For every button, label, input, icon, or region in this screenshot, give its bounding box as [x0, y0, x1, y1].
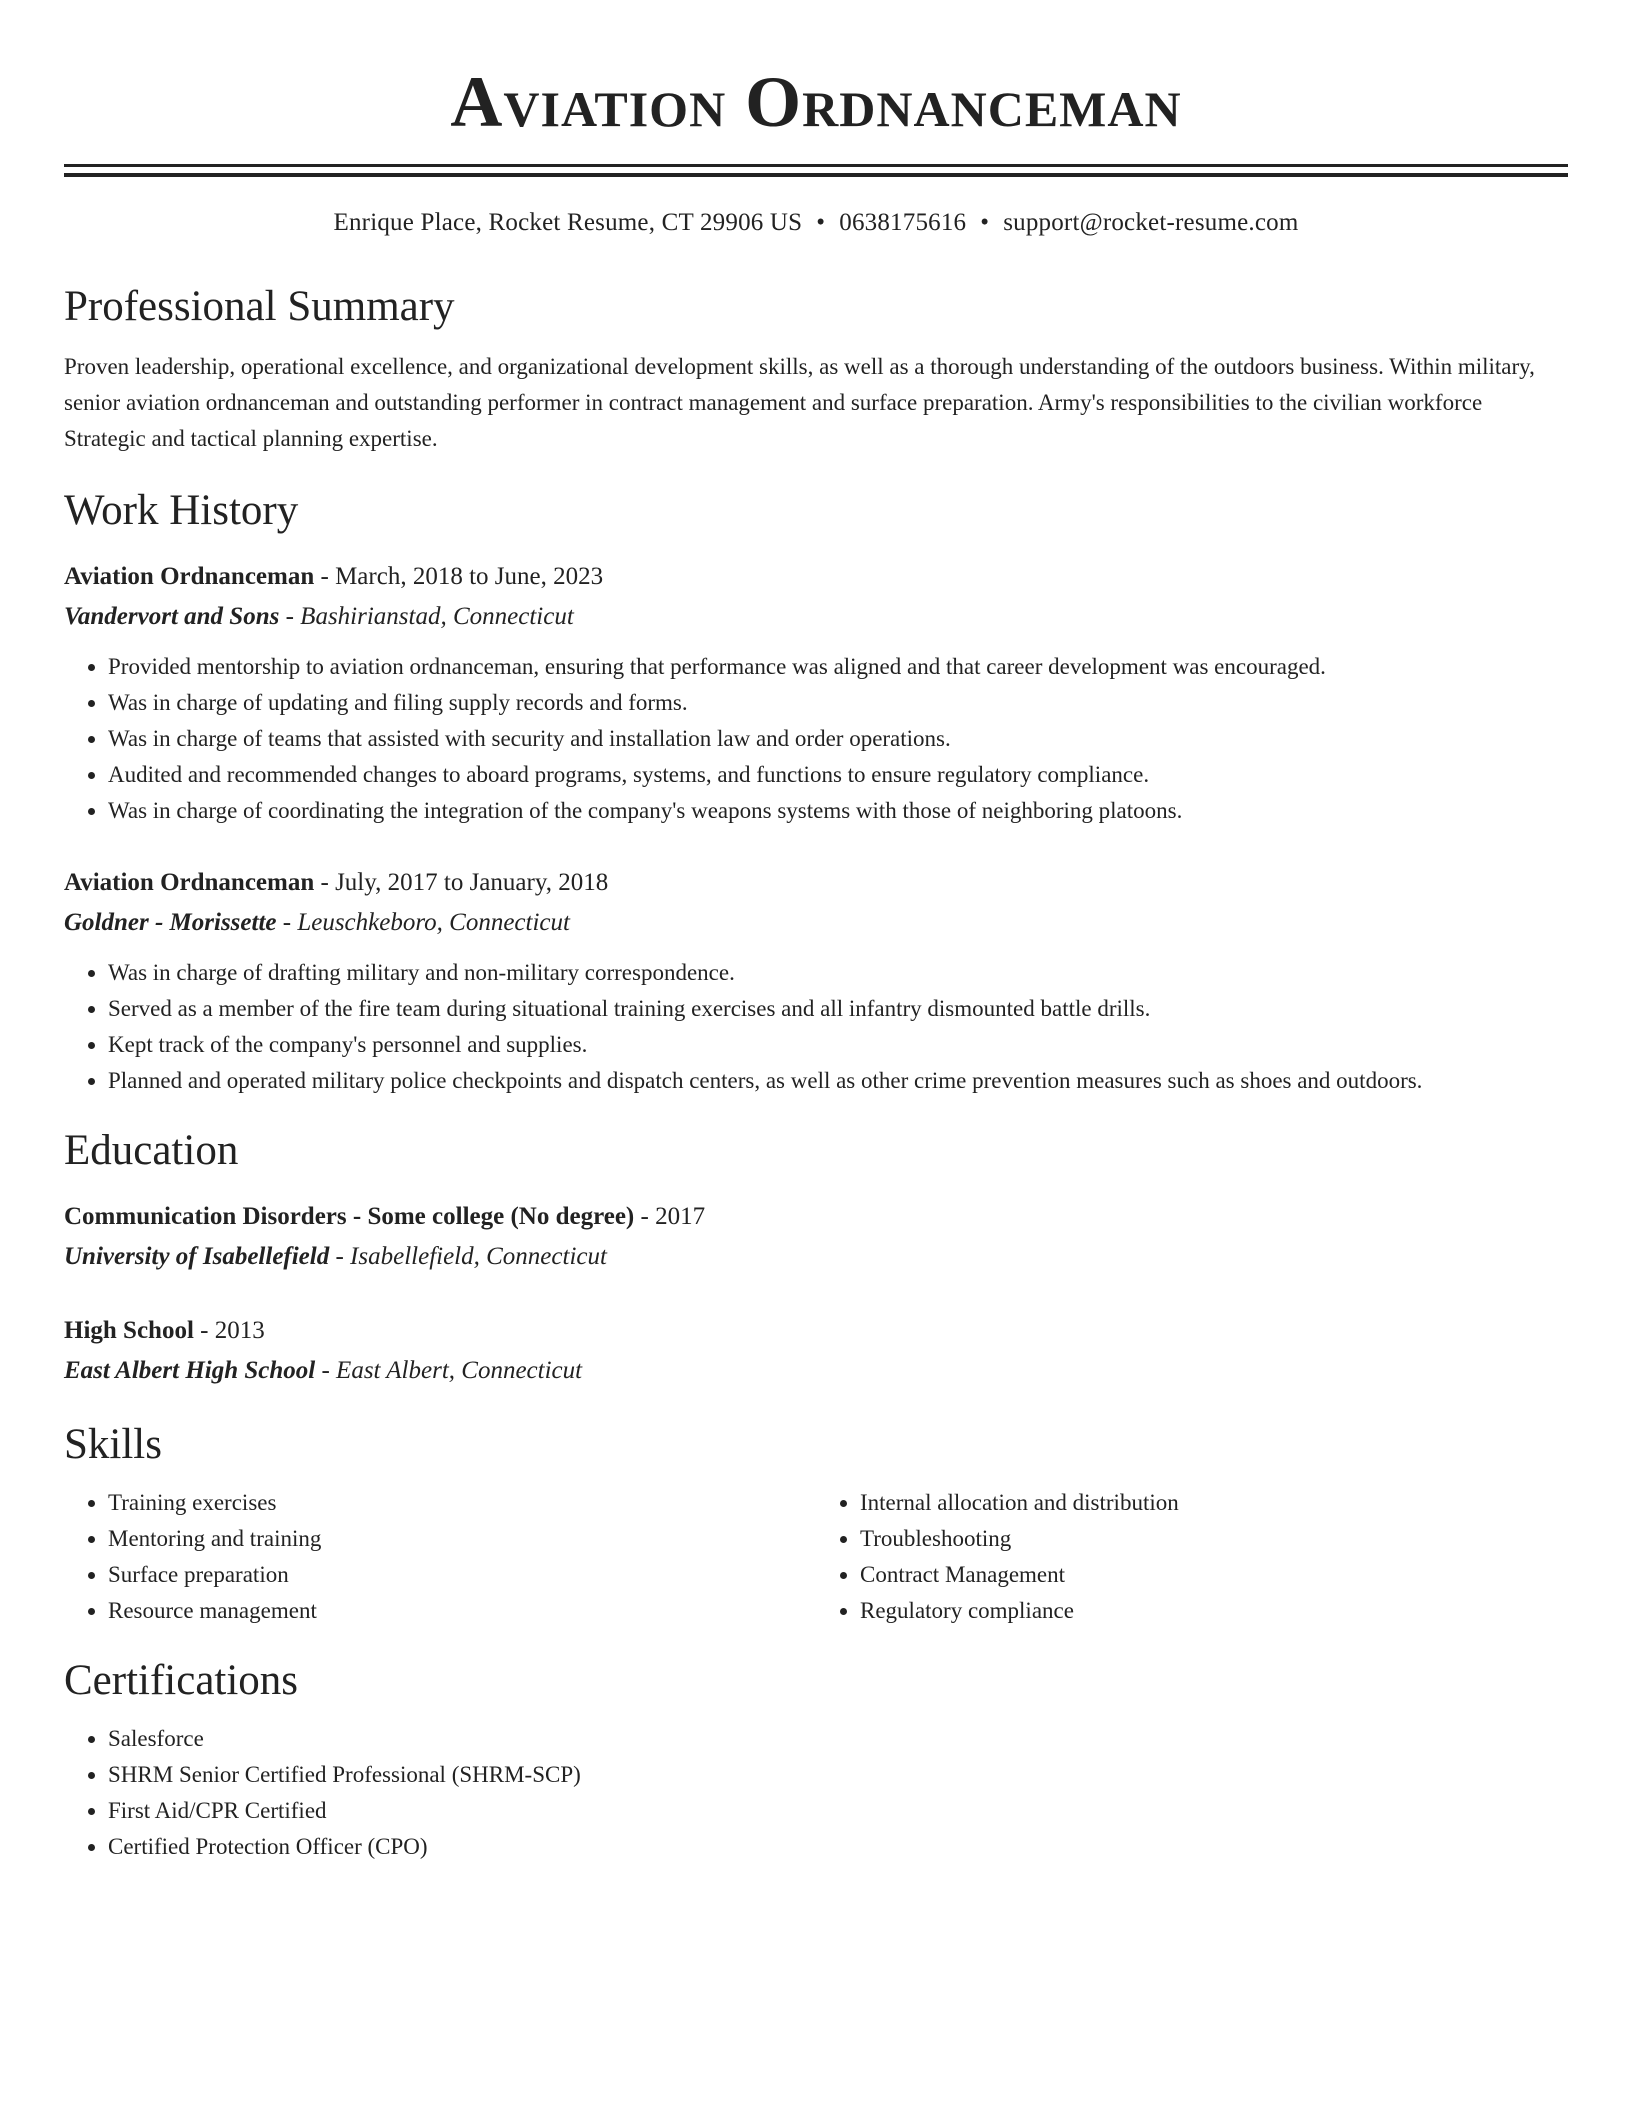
job-role: Aviation Ordnanceman	[64, 563, 315, 590]
job-heading	[64, 863, 1568, 903]
education-year: - 2017	[634, 1203, 706, 1230]
certification-item: • Salesforce	[108, 1721, 1568, 1757]
job-bullet: • Was in charge of drafting military and non-military correspondence.	[108, 955, 1568, 991]
certifications-list	[64, 1721, 1568, 1865]
contact-address: Enrique Place, Rocket Resume, CT 29906 US	[333, 209, 803, 236]
contact-separator: •	[980, 209, 990, 236]
skill-item: • Training exercises	[108, 1485, 816, 1521]
education-school: University of Isabellefield	[64, 1243, 330, 1270]
skill-item: • Contract Management	[860, 1557, 1568, 1593]
contact-phone: 0638175616	[839, 209, 967, 236]
job-bullet: • Was in charge of updating and filing supply records and forms.	[108, 685, 1568, 721]
section-title-work-history: Work History	[64, 487, 299, 534]
job-bullet: • Kept track of the company's personnel and supplies.	[108, 1027, 1568, 1063]
skills-list	[816, 1485, 1568, 1629]
skill-item: • Internal allocation and distribution	[860, 1485, 1568, 1521]
education-location: - East Albert, Connecticut	[315, 1357, 583, 1384]
education-heading	[64, 1197, 1568, 1237]
job-entry	[64, 557, 1568, 829]
skill-item: • Mentoring and training	[108, 1521, 816, 1557]
section-title-certifications: Certifications	[64, 1657, 299, 1704]
job-entry	[64, 863, 1568, 1099]
skills-columns	[64, 1485, 1568, 1629]
job-dates: - July, 2017 to January, 2018	[314, 869, 609, 896]
section-title-summary: Professional Summary	[64, 283, 455, 330]
contact-separator: •	[816, 209, 826, 236]
education-school-line	[64, 1237, 1568, 1277]
certification-item: • First Aid/CPR Certified	[108, 1793, 1568, 1829]
education-school: East Albert High School	[64, 1357, 316, 1384]
job-bullets	[64, 649, 1568, 829]
job-dates: - March, 2018 to June, 2023	[314, 563, 604, 590]
certification-item: • Certified Protection Officer (CPO)	[108, 1829, 1568, 1865]
job-bullets	[64, 955, 1568, 1099]
job-role: Aviation Ordnanceman	[64, 869, 315, 896]
job-bullet: • Audited and recommended changes to aboard programs, systems, and functions to ensure regulatory compliance.	[108, 757, 1568, 793]
education-year: - 2013	[193, 1317, 265, 1344]
education-location: - Isabellefield, Connecticut	[329, 1243, 607, 1270]
education-entry	[64, 1311, 1568, 1391]
job-bullet: • Was in charge of teams that assisted with security and installation law and order operations.	[108, 721, 1568, 757]
certification-item: • SHRM Senior Certified Professional (SHRM-SCP)	[108, 1757, 1568, 1793]
job-company: Goldner - Morissette	[64, 909, 277, 936]
education-degree: Communication Disorders - Some college (No degree)	[64, 1203, 635, 1230]
education-entry	[64, 1197, 1568, 1277]
header-rule-thick	[64, 173, 1568, 177]
skills-list	[64, 1485, 816, 1629]
skill-item: • Regulatory compliance	[860, 1593, 1568, 1629]
job-bullet: • Served as a member of the fire team during situational training exercises and all infantry dismounted battle drills.	[108, 991, 1568, 1027]
skills-column-left	[64, 1485, 816, 1629]
education-heading	[64, 1311, 1568, 1351]
skill-item: • Resource management	[108, 1593, 816, 1629]
job-company: Vandervort and Sons	[64, 603, 280, 630]
job-employer	[64, 903, 1568, 943]
skill-item: • Surface preparation	[108, 1557, 816, 1593]
skills-column-right	[816, 1485, 1568, 1629]
contact-email: support@rocket-resume.com	[1003, 209, 1299, 236]
skill-item: • Troubleshooting	[860, 1521, 1568, 1557]
job-bullet: • Was in charge of coordinating the integration of the company's weapons systems with those of neighboring platoons.	[108, 793, 1568, 829]
section-title-skills: Skills	[64, 1421, 162, 1468]
contact-line	[64, 207, 1568, 239]
header-rule-thin	[64, 164, 1568, 167]
job-location: - Leuschkeboro, Connecticut	[276, 909, 570, 936]
education-degree: High School	[64, 1317, 194, 1344]
section-title-education: Education	[64, 1127, 239, 1174]
candidate-name: Aviation Ordnanceman	[450, 62, 1182, 142]
education-school-line	[64, 1351, 1568, 1391]
job-bullet: • Provided mentorship to aviation ordnanceman, ensuring that performance was aligned and that career development was encouraged.	[108, 649, 1568, 685]
summary-text: Proven leadership, operational excellence, and organizational development skills, as well as a thorough understanding of the outdoors business. Within military, senior aviation ordnanceman and outstanding performer in contract management and surface preparation. Army's responsibilities to the civilian workforce Strategic and tactical planning expertise.	[64, 354, 1535, 451]
job-heading	[64, 557, 1568, 597]
job-bullet: • Planned and operated military police checkpoints and dispatch centers, as well as other crime prevention measures such as shoes and outdoors.	[108, 1063, 1568, 1099]
job-location: - Bashirianstad, Connecticut	[279, 603, 574, 630]
job-employer	[64, 597, 1568, 637]
